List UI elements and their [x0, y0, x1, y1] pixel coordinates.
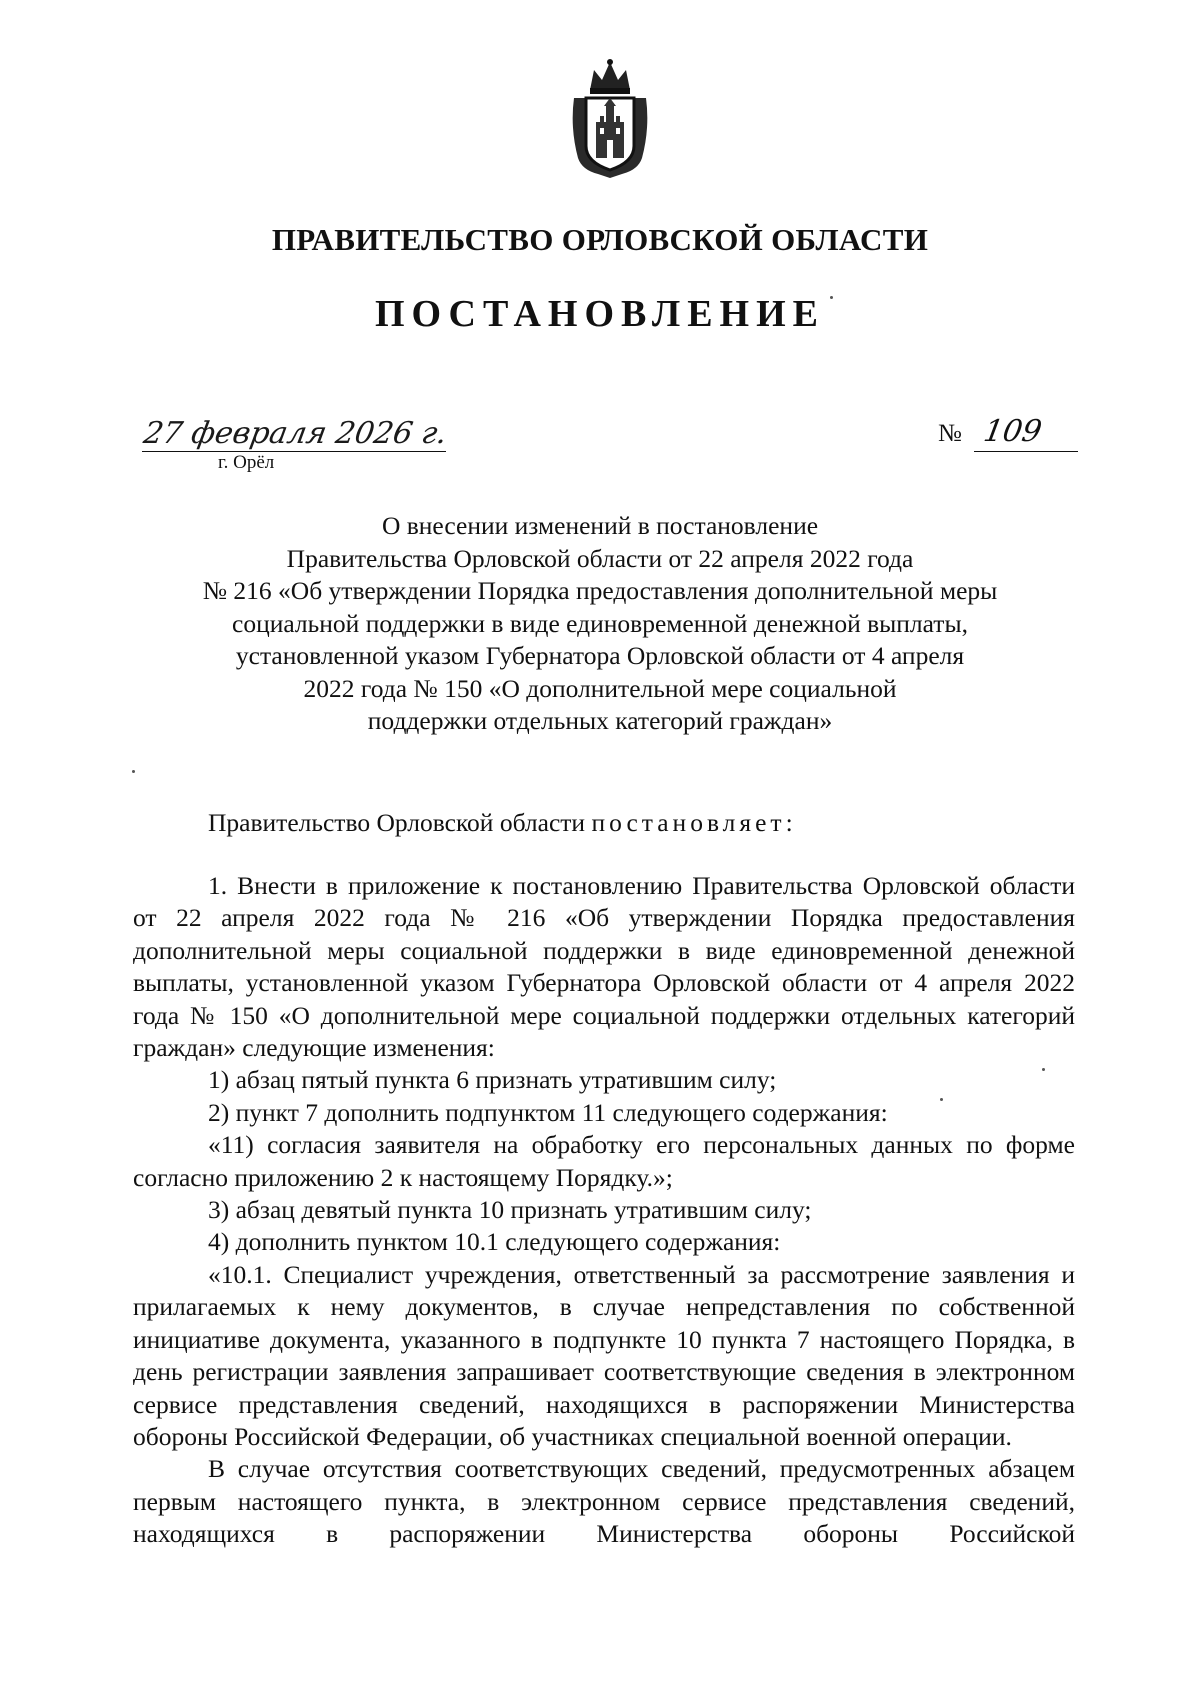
organization-title: ПРАВИТЕЛЬСТВО ОРЛОВСКОЙ ОБЛАСТИ	[271, 222, 929, 257]
subject-line: 2022 года № 150 «О дополнительной мере социальной	[303, 673, 897, 703]
handwritten-number: 109	[980, 414, 1045, 449]
scan-speck	[830, 296, 833, 299]
subject-line: поддержки отдельных категорий граждан»	[367, 706, 833, 735]
scan-speck	[132, 770, 135, 773]
preamble-text: Правительство Орловской области	[208, 808, 592, 837]
subject-line: Правительства Орловской области от 22 апреля 2022 года	[286, 543, 914, 573]
preamble	[208, 808, 793, 838]
body-paragraph: 2) пункт 7 дополнить подпунктом 11 следующего содержания:	[208, 1097, 888, 1127]
subject-line: О внесении изменений в постановление	[381, 511, 819, 540]
body-paragraph: 1) абзац пятый пункта 6 признать утратившим силу;	[208, 1065, 777, 1095]
coat-of-arms-emblem	[568, 58, 652, 180]
body-paragraph: 4) дополнить пунктом 10.1 следующего содержания:	[208, 1227, 781, 1257]
body-paragraph: «11) согласия заявителя на обработку его персональных данных по форме согласно приложению 2 к настоящему Порядку.»;	[133, 1130, 1075, 1192]
subject-line: социальной поддержки в виде единовременной денежной выплаты,	[232, 608, 968, 638]
subject-line: установленной указом Губернатора Орловской области от 4 апреля	[235, 641, 965, 670]
subject-line: № 216 «Об утверждении Порядка предоставления дополнительной меры	[202, 576, 998, 605]
preamble-colon: :	[785, 808, 793, 837]
date-underline	[142, 451, 446, 452]
city-label: г. Орёл	[218, 452, 275, 473]
document-body	[133, 870, 1075, 1551]
document-subject	[0, 510, 1200, 738]
handwritten-date: 27 февраля 2026 г.	[140, 416, 450, 451]
document-type-title: ПОСТАНОВЛЕНИЕ	[374, 293, 826, 335]
body-paragraph: 3) абзац девятый пункта 10 признать утратившим силу;	[208, 1195, 812, 1225]
body-paragraph: 1. Внести в приложение к постановлению Правительства Орловской области от 22 апреля 2022 года № 216 «Об утверждении Порядка предоставления дополнительной меры социальной поддержки в виде единовременной денежной выплаты, установленной указом Губернатора Орловской области от 4 апреля 2022 года № 150 «О дополнительной мере социальной поддержки отдельных категорий граждан» следующие изменения:	[133, 871, 1075, 1063]
body-paragraph: «10.1. Специалист учреждения, ответственный за рассмотрение заявления и прилагаемых к нему документов, в случае непредставления по собственной инициативе документа, указанного в подпункте 10 пункта 7 настоящего Порядка, в день регистрации заявления запрашивает соответствующие сведения в электронном сервисе представления сведений, находящихся в распоряжении Министерства обороны Российской Федерации, об участниках специальной военной операции.	[133, 1259, 1075, 1451]
scan-speck	[940, 1098, 943, 1101]
number-underline	[974, 451, 1078, 452]
preamble-spaced-verb: постановляет	[591, 808, 786, 837]
scan-speck	[1042, 1068, 1045, 1071]
body-paragraph: В случае отсутствия соответствующих сведений, предусмотренных абзацем первым настоящего пункта, в электронном сервисе представления сведений, находящихся в распоряжении Министерства обороны Российской	[133, 1454, 1075, 1549]
number-label: №	[938, 420, 962, 447]
